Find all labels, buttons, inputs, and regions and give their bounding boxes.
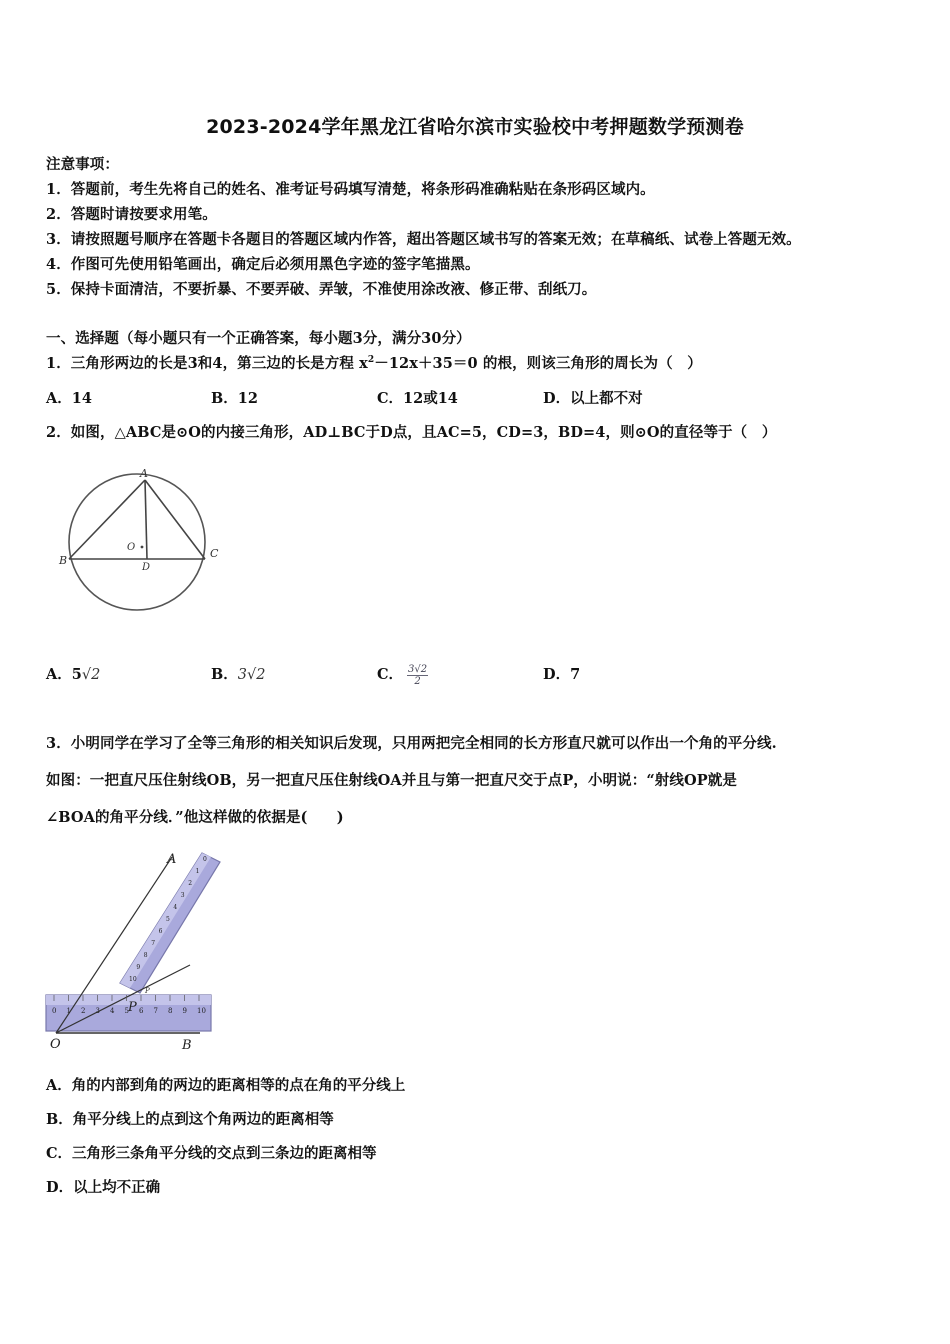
notice-item: 4．作图可先使用铅笔画出，确定后必须用黑色字迹的签字笔描黑。	[46, 256, 480, 273]
q1-stem: 1．三角形两边的长是3和4，第三边的长是方程 $x^2-12x+35=0$ 的根，则该三角形的周长为（ ）	[46, 355, 702, 372]
q2-option-b: B．3√2	[211, 666, 266, 683]
ruler-tick-label: 2	[81, 1007, 86, 1015]
label-d: D	[142, 562, 151, 573]
ruler-tick-label: 8	[168, 1007, 173, 1015]
q3-option-b: B．角平分线上的点到这个角两边的距离相等	[46, 1111, 334, 1128]
ruler-tick-label: 8	[143, 952, 148, 959]
label-o: O	[50, 1037, 61, 1052]
label-b: B	[182, 1038, 192, 1053]
q1-option-c: C．12或14	[377, 390, 458, 407]
q2-option-c: C． $\frac{3√2}{2}$	[377, 663, 428, 687]
q3-stem-line: 3．小明同学在学习了全等三角形的相关知识后发现，只用两把完全相同的长方形直尺就可以作出一个角的平分线.	[46, 735, 777, 752]
ruler-tick-label: 6	[158, 928, 163, 935]
ruler-tick-label: 6	[139, 1007, 144, 1015]
notice-heading: 注意事项：	[46, 156, 119, 173]
q1-option-b: B．12	[211, 390, 258, 407]
q2-circle-figure	[55, 460, 235, 620]
q3-option-c: C．三角形三条角平分线的交点到三条边的距离相等	[46, 1145, 377, 1162]
ruler-tick-label: 7	[153, 1007, 158, 1015]
ruler-tick-label: 2	[188, 880, 193, 887]
ruler-tick-label: 3	[180, 892, 185, 899]
label-o: O	[127, 542, 136, 553]
notice-item: 3．请按照题号顺序在答题卡各题目的答题区域内作答，超出答题区域书写的答案无效；在草稿纸、试卷上答题无效。	[46, 231, 801, 248]
ruler-tick-label: 10	[197, 1007, 206, 1015]
label-c: C	[210, 547, 219, 560]
diagonal-ruler	[120, 853, 220, 993]
q3-stem-line: ∠BOA的角平分线．”他这样做的依据是( )	[46, 809, 344, 826]
ruler-tick-label: 4	[173, 904, 178, 911]
line-ad	[145, 480, 147, 559]
center-o	[141, 546, 144, 549]
ruler-tick-label: 5	[124, 1007, 129, 1015]
label-a: A	[140, 467, 148, 480]
q3-rulers-figure	[40, 845, 240, 1060]
ruler-tick-label: 5	[166, 916, 170, 923]
q3-stem-line: 如图：一把直尺压住射线OB，另一把直尺压住射线OA并且与第一把直尺交于点P，小明说：“射线OP就是	[46, 772, 737, 789]
label-a: A	[167, 852, 177, 867]
page-title: 2023-2024学年黑龙江省哈尔滨市实验校中考押题数学预测卷	[206, 116, 744, 138]
label-p-small: P	[145, 987, 150, 995]
q1-option-a: A．14	[46, 390, 92, 407]
ruler-tick-label: 1	[66, 1007, 71, 1015]
circle-o	[69, 474, 205, 610]
notice-item: 2．答题时请按要求用笔。	[46, 206, 217, 223]
q2-stem: 2．如图，△ABC是⊙O的内接三角形，AD⊥BC于D点，且AC=5，CD=3，BD=4，则⊙O的直径等于（ ）	[46, 424, 777, 441]
ruler-tick-label: 10	[129, 976, 137, 983]
ruler-tick-label: 3	[95, 1007, 100, 1015]
notice-item: 5．保持卡面清洁，不要折暴、不要弄破、弄皱，不准使用涂改液、修正带、刮纸刀。	[46, 281, 597, 298]
q2-option-a: A．5√2	[46, 666, 101, 683]
ruler-tick-label: 0	[52, 1007, 57, 1015]
q2-option-d: D．7	[543, 666, 581, 683]
ruler-tick-label: 1	[195, 868, 200, 875]
section-heading: 一、选择题（每小题只有一个正确答案，每小题3分，满分30分）	[46, 330, 471, 347]
q3-option-d: D．以上均不正确	[46, 1179, 161, 1196]
ruler-tick-label: 4	[110, 1007, 115, 1015]
q3-option-a: A．角的内部到角的两边的距离相等的点在角的平分线上	[46, 1077, 406, 1094]
label-b: B	[59, 554, 68, 567]
ruler-tick-label: 9	[136, 964, 141, 971]
label-p: P	[128, 1000, 137, 1015]
q1-option-d: D．以上都不对	[543, 390, 643, 407]
ruler-tick-label: 7	[151, 940, 156, 947]
line-ac	[145, 480, 205, 559]
notice-item: 1．答题前，考生先将自己的姓名、准考证号码填写清楚，将条形码准确粘贴在条形码区域内。	[46, 181, 655, 198]
ruler-tick-label: 0	[203, 856, 207, 863]
ruler-tick-label: 9	[182, 1007, 187, 1015]
